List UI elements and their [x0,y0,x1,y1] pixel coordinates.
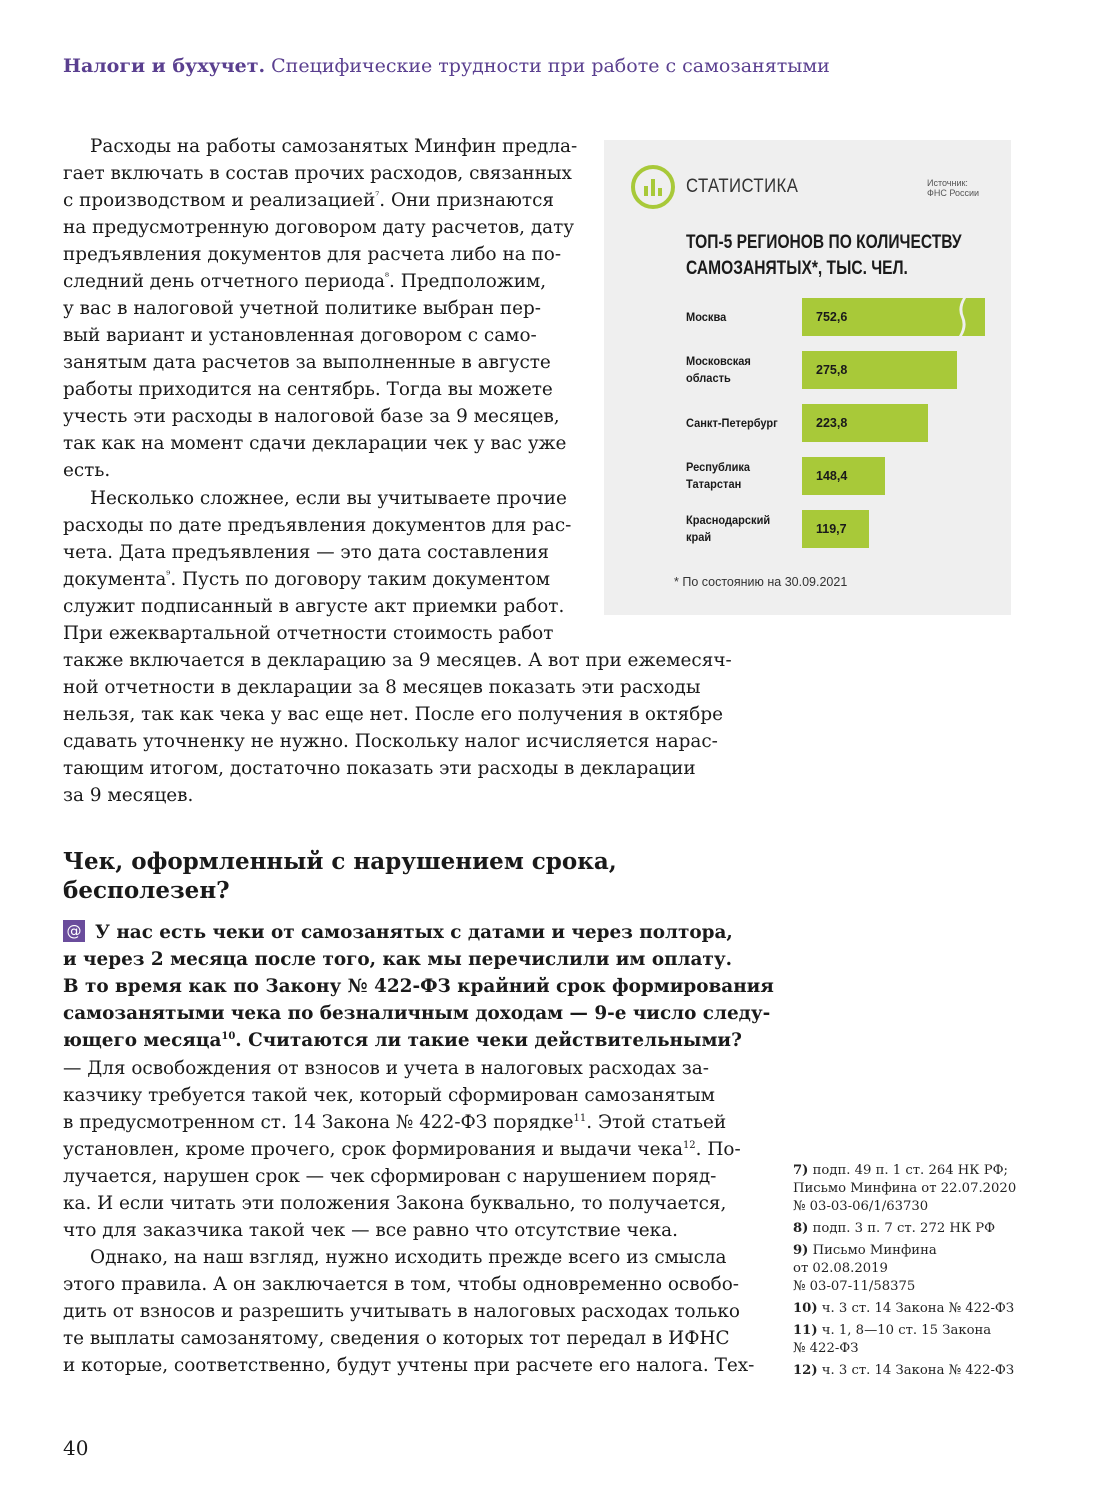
text-fragment: в предусмотренном ст. 14 Закона № 422-ФЗ порядке [63,1112,574,1133]
footnote-ref[interactable]: ⁷ [375,190,380,202]
footnote-11 [793,1322,1053,1358]
category-label-line: Республика [686,460,751,474]
text-line: Расходы на работы самозанятых Минфин предла- [90,136,578,157]
footnote-12 [793,1362,1053,1380]
section-heading [63,847,617,905]
footnote-number: 8) [793,1221,809,1236]
text-line [793,1220,1053,1238]
footnote-ref[interactable]: 12 [682,1139,696,1151]
text-fragment: Письмо Минфина [812,1243,937,1258]
text-fragment: . Этой статьей [586,1112,727,1133]
text-line: также включается в декларацию за 9 месяцев. А вот при ежемесяч- [63,650,732,671]
text-line: расходы по дате предъявления документов для рас- [63,515,572,536]
text-line: нельзя, так как чека у вас еще нет. После его получения в октябре [63,704,723,725]
heading-line: Чек, оформленный с нарушением срока, [63,848,617,875]
text-line [63,187,577,214]
text-line: сдавать уточненку не нужно. Поскольку налог исчисляется нарас- [63,731,718,752]
text-line: казчику требуется такой чек, который сформирован самозанятым [63,1085,715,1106]
bar-chart [604,140,1011,615]
text-line: на предусмотренную договором дату расчетов, дату [63,217,575,238]
text-line: вый вариант и установленная договором с само- [63,325,537,346]
text-line: ка. И если читать эти положения Закона буквально, то получается, [63,1193,727,1214]
category-label-line: Москва [686,310,727,324]
text-line: так как на момент сдачи декларации чек у вас уже [63,433,567,454]
category-label [686,415,778,432]
text-line [793,1300,1053,1318]
chart-title-line: ТОП-5 РЕГИОНОВ ПО КОЛИЧЕСТВУ [686,232,962,253]
chart-footnote: * По состоянию на 30.09.2021 [674,575,848,589]
text-line: за 9 месяцев. [63,785,194,806]
text-line [793,1322,1053,1340]
text-line: предъявления документов для расчета либо на по- [63,244,562,265]
text-fragment: . Они признаются [379,190,555,211]
text-fragment: ющего месяца [63,1030,222,1051]
text-line: самозанятыми чека по безналичным доходам — 9-е число следу- [63,1003,771,1024]
statistics-label: СТАТИСТИКА [686,176,799,197]
category-label-line: Московская [686,354,751,368]
text-line [63,1027,774,1054]
paragraph-5 [63,1244,754,1379]
text-line [63,1136,741,1163]
axis-break-mark [955,298,967,336]
category-label-line: Санкт-Петербург [686,416,778,430]
text-line: и которые, соответственно, будут учтены при расчете его налога. Тех- [63,1355,755,1376]
footnote-ref[interactable]: ⁸ [385,271,390,283]
category-label-line: Краснодарский [686,513,771,527]
chart-title-line: САМОЗАНЯТЫХ*, ТЫС. ЧЕЛ. [686,258,908,279]
text-line: дить от взносов и разрешить учитывать в налоговых расходах только [63,1301,740,1322]
text-line: В то время как по Закону № 422-ФЗ крайний срок формирования [63,976,774,997]
footnotes [793,1162,1053,1384]
paragraph-1 [63,133,577,484]
category-label [686,512,770,546]
text-fragment: У нас есть чеки от самозанятых с датами и через полтора, [95,922,733,943]
footnote-ref[interactable]: 10 [221,1030,236,1042]
text-line: лучается, нарушен срок — чек сформирован с нарушением поряд- [63,1166,717,1187]
heading-line: бесполезен? [63,877,230,904]
text-fragment: ч. 1, 8—10 ст. 15 Закона [821,1323,992,1338]
text-line: Несколько сложнее, если вы учитываете прочие [90,488,567,509]
text-fragment: установлен, кроме прочего, срок формирования и выдачи чека [63,1139,683,1160]
text-line: что для заказчика такой чек — все равно что отсутствие чека. [63,1220,678,1241]
page-number: 40 [63,1436,89,1460]
footnote-number: 11) [793,1323,818,1338]
answer-paragraph [63,1055,741,1244]
text-line: — Для освобождения от взносов и учета в налоговых расходах за- [63,1058,709,1079]
bar-value-label: 752,6 [816,310,848,324]
text-line: № 03-03-06/1/63730 [793,1199,929,1214]
statistics-panel [604,140,1011,615]
footnote-10 [793,1300,1053,1318]
text-fragment: . По- [695,1139,741,1160]
footnote-number: 9) [793,1243,809,1258]
text-line [63,268,577,295]
text-line: № 03-07-11/58375 [793,1279,916,1294]
text-fragment: с производством и реализацией [63,190,376,211]
text-line: При ежеквартальной отчетности стоимость работ [63,623,554,644]
header-section: Налоги и бухучет. [63,55,266,77]
text-line: и через 2 месяца после того, как мы перечислили им оплату. [63,949,732,970]
category-label-line: область [686,371,731,385]
bar-value-label: 223,8 [816,416,848,430]
text-line: у вас в налоговой учетной политике выбран пер- [63,298,541,319]
email-at-icon: @ [63,920,85,942]
text-fragment: . Считаются ли такие чеки действительными? [235,1030,742,1051]
footnote-ref[interactable]: 11 [573,1112,587,1124]
category-label-line: край [686,530,712,544]
text-line [63,919,774,946]
text-line: есть. [63,460,111,481]
text-line: работы приходится на сентябрь. Тогда вы можете [63,379,553,400]
text-line [793,1162,1053,1180]
text-line [793,1362,1053,1380]
text-line: от 02.08.2019 [793,1261,888,1276]
text-line: № 422-ФЗ [793,1341,859,1356]
reader-question [63,919,774,1054]
text-line: служит подписанный в августе акт приемки работ. [63,596,565,617]
text-line: учесть эти расходы в налоговой базе за 9 месяцев, [63,406,560,427]
category-label [686,459,750,493]
bar-value-label: 275,8 [816,363,848,377]
text-line: Письмо Минфина от 22.07.2020 [793,1181,1017,1196]
header-title: Специфические трудности при работе с самозанятыми [265,55,830,77]
text-line: занятым дата расчетов за выполненные в августе [63,352,551,373]
text-fragment: следний день отчетного периода [63,271,386,292]
text-fragment: подп. 3 п. 7 ст. 272 НК РФ [812,1221,996,1236]
text-line: те выплаты самозанятому, сведения о которых тот передал в ИФНС [63,1328,730,1349]
text-fragment: ч. 3 ст. 14 Закона № 422-ФЗ [821,1301,1015,1316]
text-line [63,1109,741,1136]
bar-value-label: 119,7 [816,522,847,536]
text-fragment: подп. 49 п. 1 ст. 264 НК РФ; [812,1163,1008,1178]
text-line: чета. Дата предъявления — это дата составления [63,542,549,563]
text-fragment: . Предположим, [389,271,547,292]
source-line: ФНС России [927,188,980,198]
text-line: тающим итогом, достаточно показать эти расходы в декларации [63,758,696,779]
footnote-8 [793,1220,1053,1238]
footnote-ref[interactable]: ⁹ [166,569,171,581]
text-line [793,1242,1053,1260]
footnote-7 [793,1162,1053,1216]
text-line: этого правила. А он заключается в том, чтобы одновременно освобо- [63,1274,740,1295]
text-line: гает включать в состав прочих расходов, связанных [63,163,572,184]
text-fragment: документа [63,569,167,590]
footnote-9 [793,1242,1053,1296]
bar-value-label: 148,4 [816,469,848,483]
category-label [686,309,726,326]
footnote-number: 10) [793,1301,818,1316]
text-fragment: ч. 3 ст. 14 Закона № 422-ФЗ [821,1363,1015,1378]
text-fragment: . Пусть по договору таким документом [170,569,551,590]
category-label [686,353,751,387]
running-header [63,55,1063,77]
footnote-number: 7) [793,1163,809,1178]
text-line: Однако, на наш взгляд, нужно исходить прежде всего из смысла [90,1247,727,1268]
source-line: Источник: [927,178,968,188]
category-label-line: Татарстан [686,477,742,491]
footnote-number: 12) [793,1363,818,1378]
text-line: ной отчетности в декларации за 8 месяцев показать эти расходы [63,677,701,698]
